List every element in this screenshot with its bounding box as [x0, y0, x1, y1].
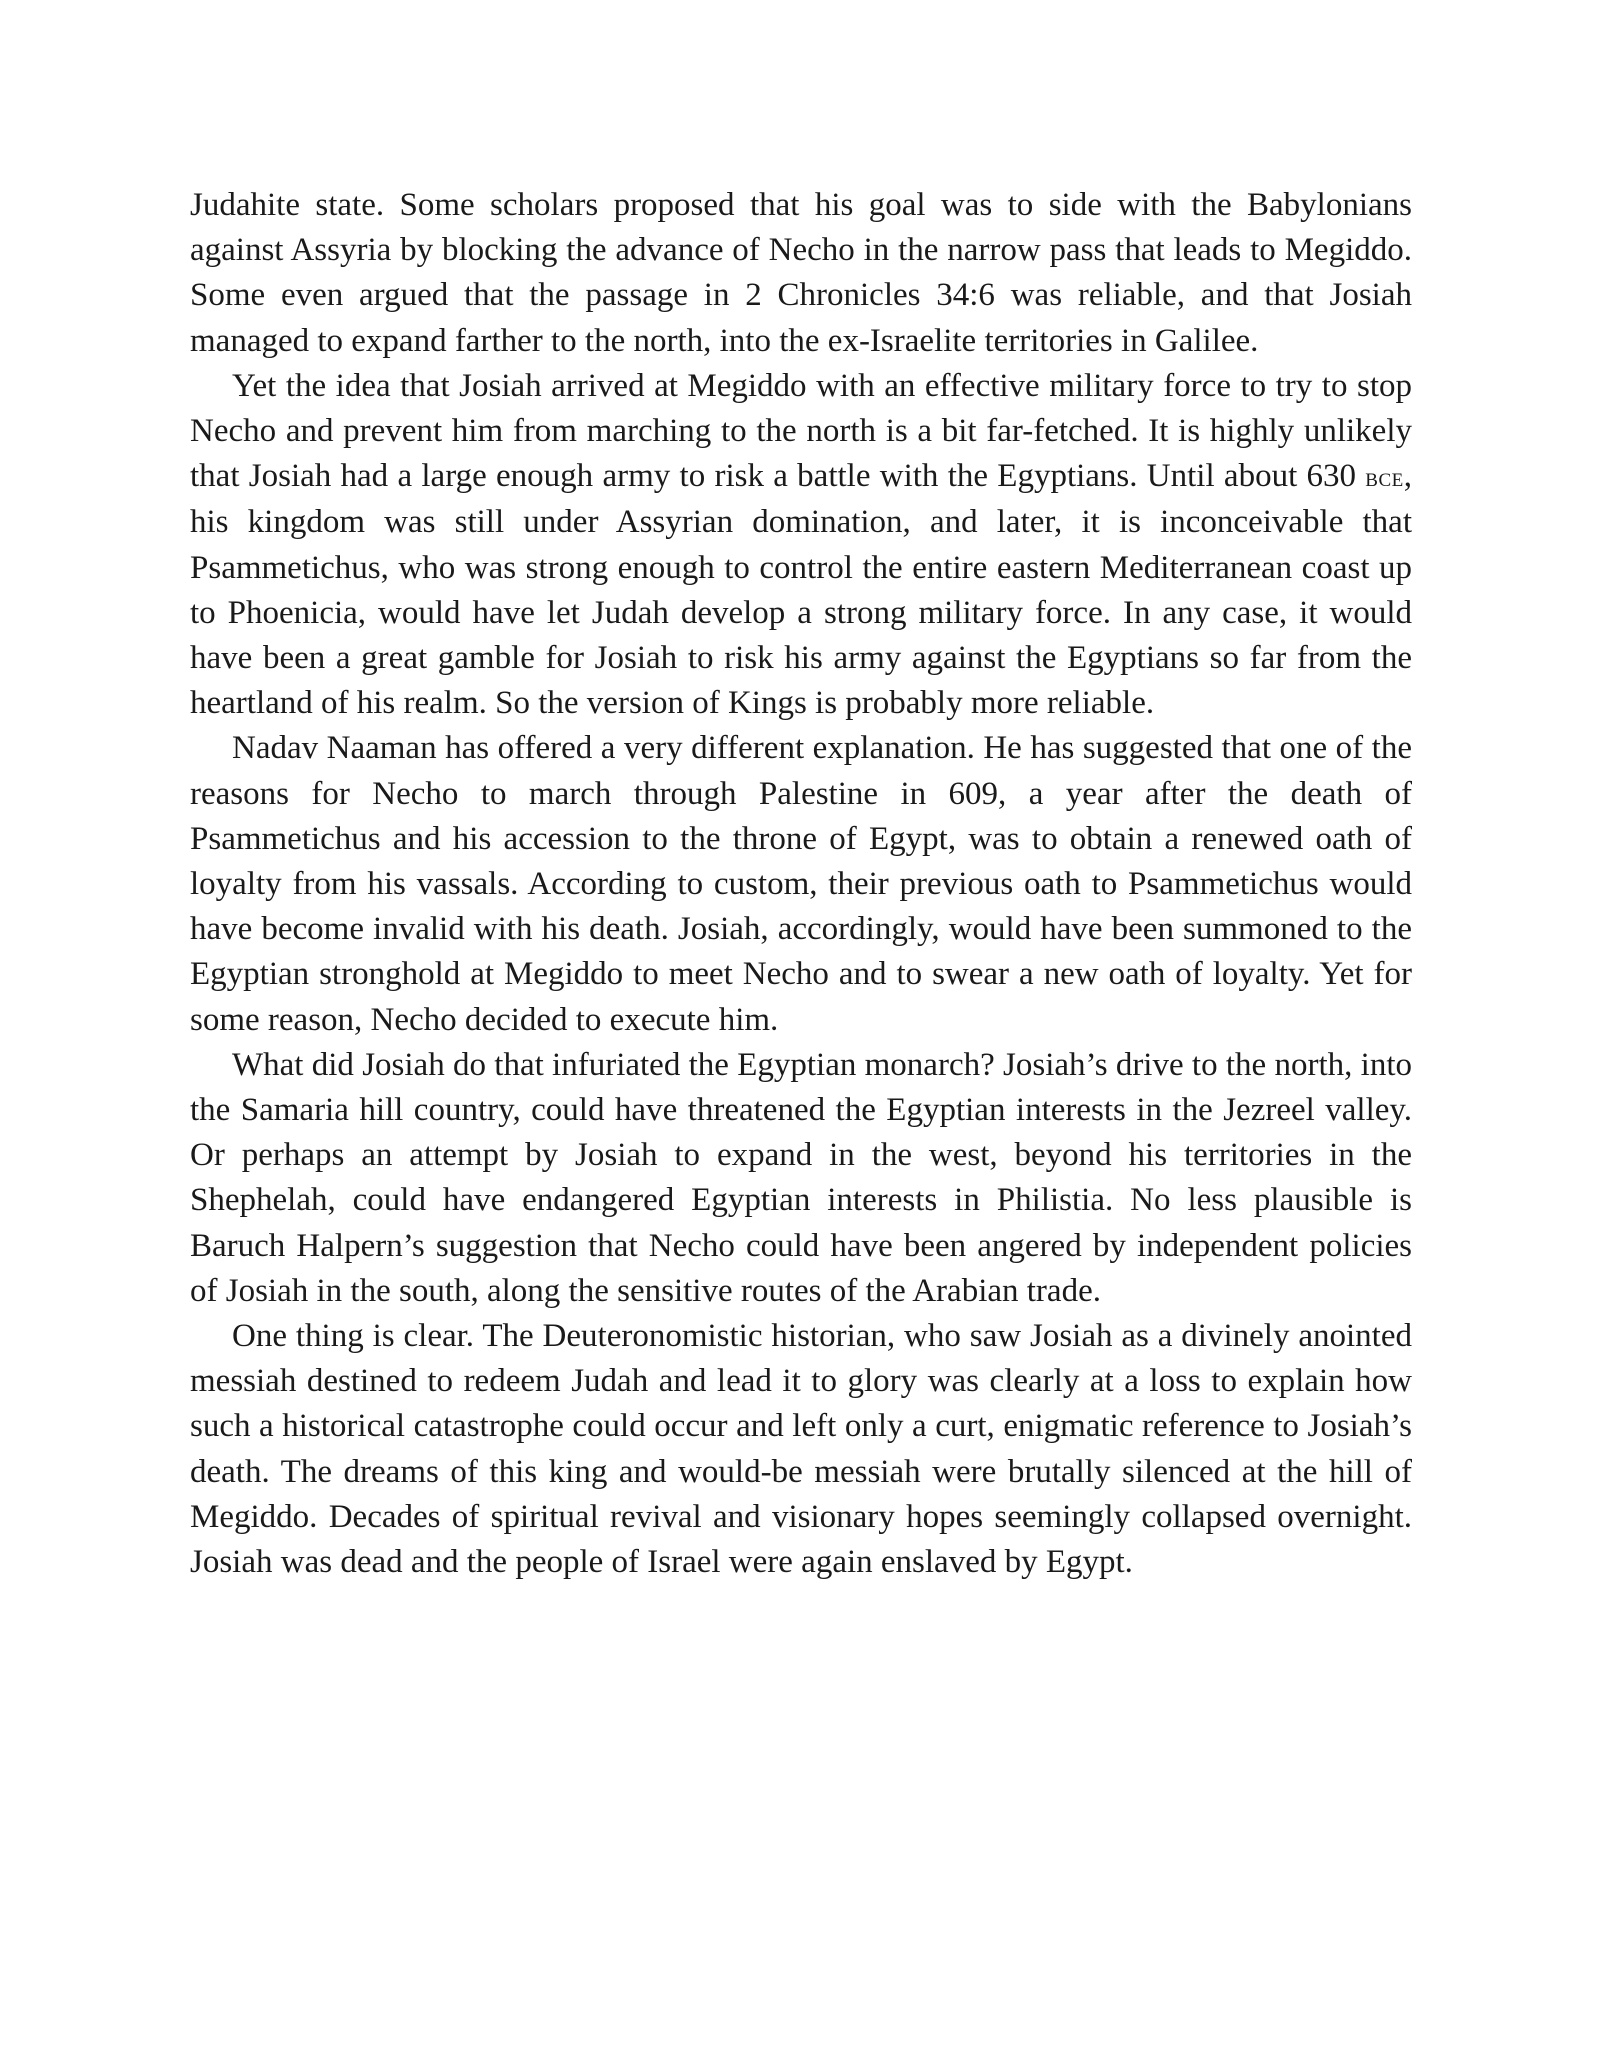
paragraph-5	[190, 1314, 1412, 1585]
paragraph-text: Yet the idea that Josiah arrived at Megiddo with an effective military force to try to stop Necho and prevent him from marching to the north is a bit far-fetched. It is highly unlikely that Josiah had a large enough army to risk a battle with the Egyptians. Until about 630	[190, 367, 1412, 495]
paragraph-1	[190, 183, 1412, 364]
paragraph-text: What did Josiah do that infuriated the Egyptian monarch? Josiah’s drive to the north, into the Samaria hill country, could have threatened the Egyptian interests in the Jezreel valley. Or perhaps an attempt by Josiah to expand in the west, beyond his territories in the Shephelah, could have endangered Egyptian interests in Philistia. No less plausible is Baruch Halpern’s suggestion that Necho could have been angered by independent policies of Josiah in the south, along the sensitive routes of the Arabian trade.	[190, 1046, 1412, 1309]
paragraph-3	[190, 726, 1412, 1042]
paragraph-text: One thing is clear. The Deuteronomistic historian, who saw Josiah as a divinely anointed messiah destined to redeem Judah and lead it to glory was clearly at a loss to explain how such a historical catastrophe could occur and left only a curt, enigmatic reference to Josiah’s death. The dreams of this king and would-be messiah were brutally silenced at the hill of Megiddo. Decades of spiritual revival and visionary hopes seemingly collapsed overnight. Josiah was dead and the people of Israel were again enslaved by Egypt.	[190, 1318, 1412, 1581]
era-abbreviation: bce	[1365, 462, 1404, 493]
paragraph-text: Judahite state. Some scholars proposed that his goal was to side with the Babylonians against Assyria by blocking the advance of Necho in the narrow pass that leads to Megiddo. Some even argued that the passage in 2 Chronicles 34:6 was reliable, and that Josiah managed to expand farther to the north, into the ex-Israelite territories in Galilee.	[190, 187, 1412, 359]
paragraph-text: , his kingdom was still under Assyrian domination, and later, it is inconceivable that Psammetichus, who was strong enough to control the entire eastern Mediterranean coast up to Phoenicia, would have let Judah develop a strong military force. In any case, it would have been a great gamble for Josiah to risk his army against the Egyptians so far from the heartland of his realm. So the version of Kings is probably more reliable.	[190, 458, 1412, 722]
paragraph-text: Nadav Naaman has offered a very different explanation. He has suggested that one of the reasons for Necho to march through Palestine in 609, a year after the death of Psammetichus and his accession to the throne of Egypt, was to obtain a renewed oath of loyalty from his vassals. According to custom, their previous oath to Psammetichus would have become invalid with his death. Josiah, accordingly, would have been summoned to the Egyptian stronghold at Megiddo to meet Necho and to swear a new oath of loyalty. Yet for some reason, Necho decided to execute him.	[190, 730, 1412, 1038]
paragraph-2	[190, 364, 1412, 727]
body-text	[190, 183, 1412, 1585]
paragraph-4	[190, 1043, 1412, 1314]
